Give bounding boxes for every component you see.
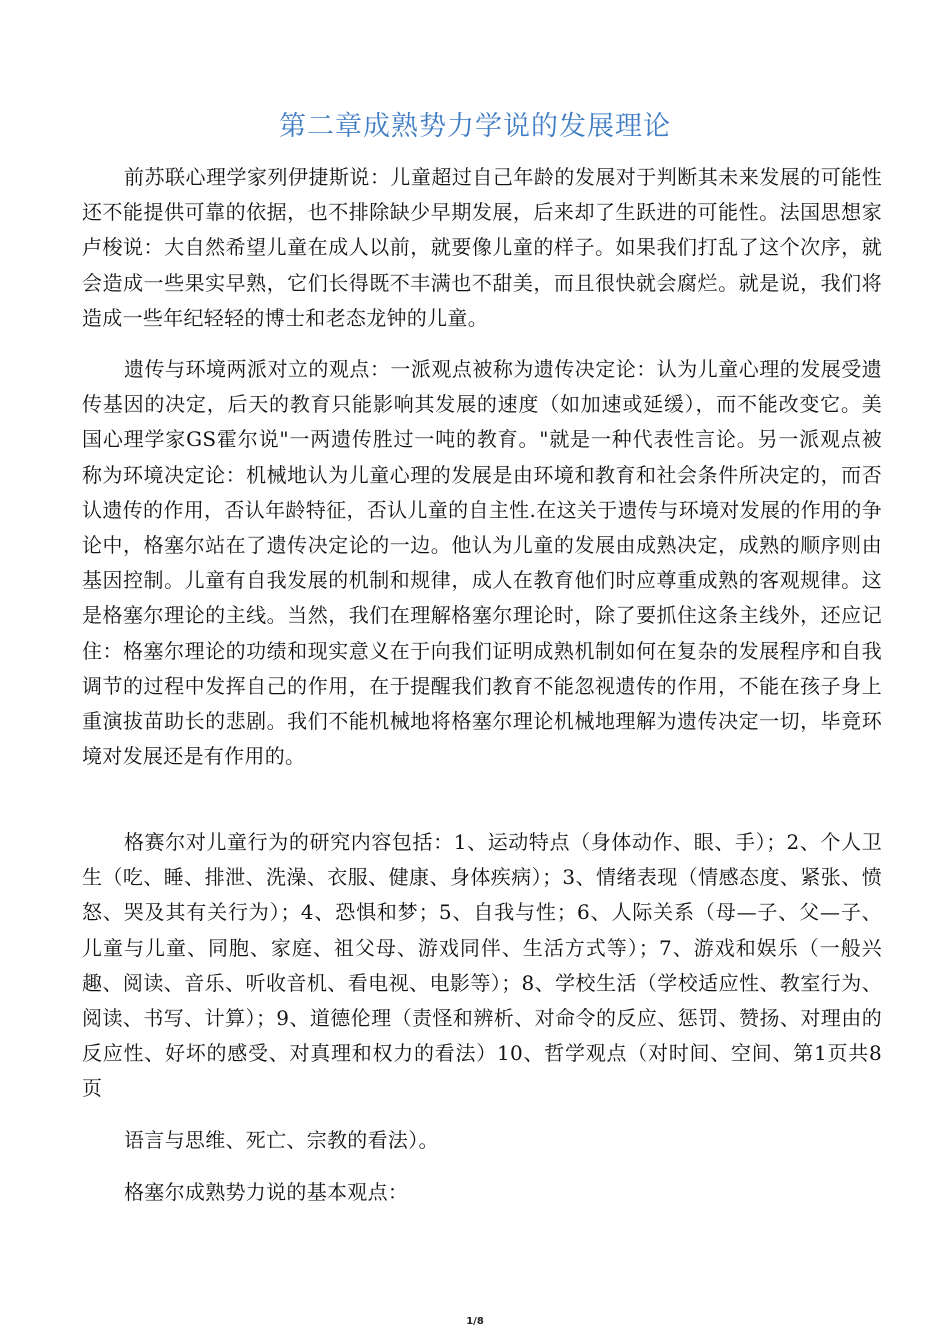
document-title: 第二章成熟势力学说的发展理论 xyxy=(279,111,671,142)
paragraph: 遗传与环境两派对立的观点：一派观点被称为遗传决定论：认为儿童心理的发展受遗传基因的决定，后天的教育只能影响其发展的速度（如加速或延缓），而不能改变它。美国心理学家GS霍尔说"一两遗传胜过一吨的教育。"就是一种代表性言论。另一派观点被称为环境决定论：机械地认为儿童心理的发展是由环境和教育和社会条件所决定的，而否认遗传的作用，否认年龄特征，否认儿童的自主性.在这关于遗传与环境对发展的作用的争论中，格塞尔站在了遗传决定论的一边。他认为儿童的发展由成熟决定，成熟的顺序则由基因控制。儿童有自我发展的机制和规律，成人在教育他们时应尊重成熟的客观规律。这是格塞尔理论的主线。当然，我们在理解格塞尔理论时，除了要抓住这条主线外，还应记住：格塞尔理论的功绩和现实意义在于向我们证明成熟机制如何在复杂的发展程序和自我调节的过程中发挥自己的作用，在于提醒我们教育不能忽视遗传的作用，不能在孩子身上重演拔苗助长的悲剧。我们不能机械地将格塞尔理论机械地理解为遗传决定一切，毕竟环境对发展还是有作用的。 xyxy=(82,357,882,769)
page-number: 1/8 xyxy=(466,1316,484,1327)
paragraph: 格塞尔成熟势力说的基本观点： xyxy=(124,1180,409,1204)
paragraph: 格赛尔对儿童行为的研究内容包括：1、运动特点（身体动作、眼、手）；2、个人卫生（吃、睡、排泄、洗澡、衣服、健康、身体疾病）；3、情绪表现（情感态度、紧张、愤怒、哭及其有关行为）；4、恐惧和梦；5、自我与性；6、人际关系（母—子、父—子、儿童与儿童、同胞、家庭、祖父母、游戏同伴、生活方式等）；7、游戏和娱乐（一般兴趣、阅读、音乐、听收音机、看电视、电影等）；8、学校生活（学校适应性、教室行为、阅读、书写、计算）；9、道德伦理（责怪和辨析、对命令的反应、惩罚、赞扬、对理由的反应性、好坏的感受、对真理和权力的看法）10、哲学观点（对时间、空间、第1页共8页 xyxy=(82,830,882,1101)
paragraph: 语言与思维、死亡、宗教的看法）。 xyxy=(124,1128,439,1152)
paragraph: 前苏联心理学家列伊捷斯说：儿童超过自己年龄的发展对于判断其未来发展的可能性还不能提供可靠的依据，也不排除缺少早期发展，后来却了生跃进的可能性。法国思想家卢梭说：大自然希望儿童在成人以前，就要像儿童的样子。如果我们打乱了这个次序，就会造成一些果实早熟，它们长得既不丰满也不甜美，而且很快就会腐烂。就是说，我们将造成一些年纪轻轻的博士和老态龙钟的儿童。 xyxy=(82,165,882,330)
